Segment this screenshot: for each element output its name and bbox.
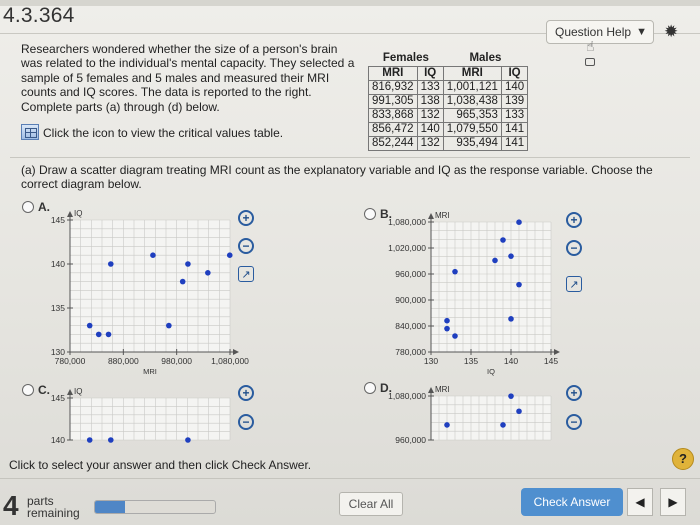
x-axis-label: IQ [487, 367, 495, 376]
y-tick-label: 1,080,000 [388, 217, 426, 227]
question-number: 4.3.364 [3, 4, 75, 27]
part-a-prompt: (a) Draw a scatter diagram treating MRI count as the explanatory variable and IQ as the response variable. Choose the correct diagram below. [21, 163, 653, 191]
parts-label: parts [27, 494, 54, 508]
data-point [444, 422, 450, 428]
x-axis-arrow [233, 349, 239, 355]
question-help-label: Question Help [555, 25, 632, 39]
data-point [106, 332, 112, 338]
y-tick-label: 145 [50, 215, 65, 225]
y-tick-label: 1,080,000 [388, 391, 426, 401]
expand-graph-icon[interactable]: ↗ [238, 266, 254, 282]
y-tick-label: 140 [50, 259, 65, 269]
x-tick-label: 1,080,000 [211, 356, 249, 366]
data-point [87, 323, 93, 329]
zoom-in-icon[interactable]: + [566, 385, 582, 401]
data-point [166, 323, 172, 329]
table-cell: 1,079,550 [443, 122, 501, 136]
zoom-out-icon[interactable]: − [238, 414, 254, 430]
table-cell: 139 [501, 94, 527, 108]
divider [10, 157, 690, 158]
group-header-males: Males [469, 52, 502, 65]
y-axis-label: MRI [435, 385, 450, 394]
option-c-label: C. [38, 383, 50, 397]
data-point [452, 269, 458, 275]
table-cell: 133 [417, 80, 443, 94]
radio-button[interactable] [364, 208, 376, 220]
y-tick-label: 960,000 [395, 269, 426, 279]
progress-fill [95, 501, 125, 513]
x-tick-label: 135 [463, 356, 479, 366]
remaining-label: remaining [27, 506, 80, 520]
data-point [508, 316, 514, 322]
table-cell: 852,244 [369, 136, 418, 150]
table-cell: 141 [501, 136, 527, 150]
copy-data-icon[interactable] [585, 58, 595, 66]
scatter-plot-d [385, 382, 565, 445]
y-axis-arrow [67, 211, 73, 217]
zoom-in-icon[interactable]: + [238, 385, 254, 401]
plot-area [431, 222, 551, 352]
data-point [87, 437, 93, 443]
next-button[interactable]: ▶ [660, 488, 686, 516]
gear-icon[interactable]: ✹ [664, 22, 679, 41]
table-cell: 991,305 [369, 94, 418, 108]
y-axis-arrow [67, 389, 73, 395]
y-tick-label: 1,020,000 [388, 243, 426, 253]
data-point [185, 261, 191, 267]
data-point [227, 252, 233, 258]
data-point [452, 333, 458, 339]
data-point [500, 422, 506, 428]
table-cell: 816,932 [369, 80, 418, 94]
zoom-out-icon[interactable]: − [238, 238, 254, 254]
data-point [150, 252, 156, 258]
column-header: MRI [369, 66, 418, 80]
parts-remaining-label [27, 495, 80, 519]
table-cell: 833,868 [369, 108, 418, 122]
table-cell: 140 [417, 122, 443, 136]
data-point [516, 282, 522, 288]
instruction-text: Click to select your answer and then click Check Answer. [9, 458, 312, 472]
table-cell: 138 [417, 94, 443, 108]
data-point [444, 326, 450, 332]
option-d-label: D. [380, 381, 392, 395]
data-point [500, 237, 506, 243]
y-axis-label: MRI [435, 211, 450, 220]
data-point [444, 318, 450, 324]
progress-bar [94, 500, 216, 514]
x-tick-label: 980,000 [161, 356, 193, 366]
column-header: MRI [443, 66, 501, 80]
group-header-females: Females [382, 52, 429, 65]
data-table [368, 52, 528, 151]
data-point [185, 437, 191, 443]
y-tick-label: 780,000 [395, 347, 426, 357]
column-header: IQ [501, 66, 527, 80]
table-cell: 935,494 [443, 136, 501, 150]
x-axis-label: MRI [143, 367, 157, 376]
data-point [516, 408, 522, 414]
critical-values-link[interactable] [21, 124, 283, 140]
y-axis-label: IQ [74, 209, 83, 218]
plot-area [70, 398, 230, 440]
option-b-label: B. [380, 207, 392, 221]
data-point [96, 332, 102, 338]
data-point [108, 261, 114, 267]
option-a-label: A. [38, 200, 50, 214]
x-tick-label: 140 [503, 356, 519, 366]
y-tick-label: 135 [50, 303, 65, 313]
data-point [180, 279, 186, 285]
table-row [369, 122, 528, 136]
y-axis-arrow [428, 387, 434, 393]
y-axis-label: IQ [74, 387, 83, 396]
data-point [205, 270, 211, 276]
clear-all-button[interactable]: Clear All [339, 492, 403, 516]
table-icon[interactable] [21, 124, 39, 140]
data-point [108, 437, 114, 443]
x-tick-label: 145 [543, 356, 559, 366]
y-tick-label: 840,000 [395, 321, 426, 331]
score-strip [0, 0, 700, 6]
zoom-in-icon[interactable]: + [566, 212, 582, 228]
table-row [369, 94, 528, 108]
table-cell: 1,001,121 [443, 80, 501, 94]
zoom-in-icon[interactable]: + [238, 210, 254, 226]
zoom-out-icon[interactable]: − [566, 414, 582, 430]
data-point [516, 219, 522, 225]
check-answer-button[interactable]: Check Answer [521, 488, 623, 516]
table-cell: 965,353 [443, 108, 501, 122]
x-tick-label: 130 [423, 356, 439, 366]
scatter-plot-b [385, 205, 565, 376]
previous-button[interactable]: ◀ [627, 488, 653, 516]
y-axis-arrow [428, 213, 434, 219]
zoom-out-icon[interactable]: − [566, 240, 582, 256]
table-cell: 856,472 [369, 122, 418, 136]
x-axis-arrow [554, 349, 560, 355]
table-cell: 132 [417, 136, 443, 150]
scatter-plot-c [20, 384, 245, 445]
x-tick-label: 780,000 [54, 356, 86, 366]
plot-area [70, 220, 230, 352]
y-tick-label: 130 [50, 347, 65, 357]
help-icon[interactable]: ? [672, 448, 694, 470]
scatter-plot-a [20, 200, 249, 376]
radio-button[interactable] [364, 382, 376, 394]
pointer-cursor-icon: ☝ [586, 38, 595, 54]
plot-area [431, 396, 551, 440]
chevron-down-icon: ▼ [636, 26, 647, 38]
table-cell: 133 [501, 108, 527, 122]
problem-intro: Researchers wondered whether the size of a person's brain was related to the individual's mental capacity. They selected a sample of 5 females and 5 males and measured their MRI counts and IQ scores. The data is reported to the right. Complete parts (a) through (d) below. [21, 42, 355, 114]
y-tick-label: 960,000 [395, 435, 426, 445]
table-cell: 140 [501, 80, 527, 94]
column-header: IQ [417, 66, 443, 80]
y-tick-label: 900,000 [395, 295, 426, 305]
table-row [369, 80, 528, 94]
x-tick-label: 880,000 [107, 356, 139, 366]
table-cell: 132 [417, 108, 443, 122]
table-row [369, 108, 528, 122]
y-tick-label: 140 [50, 435, 65, 445]
table-row [369, 136, 528, 150]
expand-graph-icon[interactable]: ↗ [566, 276, 582, 292]
critical-values-text: Click the icon to view the critical values table. [43, 126, 284, 140]
parts-count: 4 [3, 490, 19, 521]
question-help-button[interactable] [546, 20, 654, 44]
data-point [508, 393, 514, 399]
table-cell: 1,038,438 [443, 94, 501, 108]
data-point [508, 253, 514, 259]
data-point [492, 258, 498, 264]
y-tick-label: 145 [50, 393, 65, 403]
table-cell: 141 [501, 122, 527, 136]
